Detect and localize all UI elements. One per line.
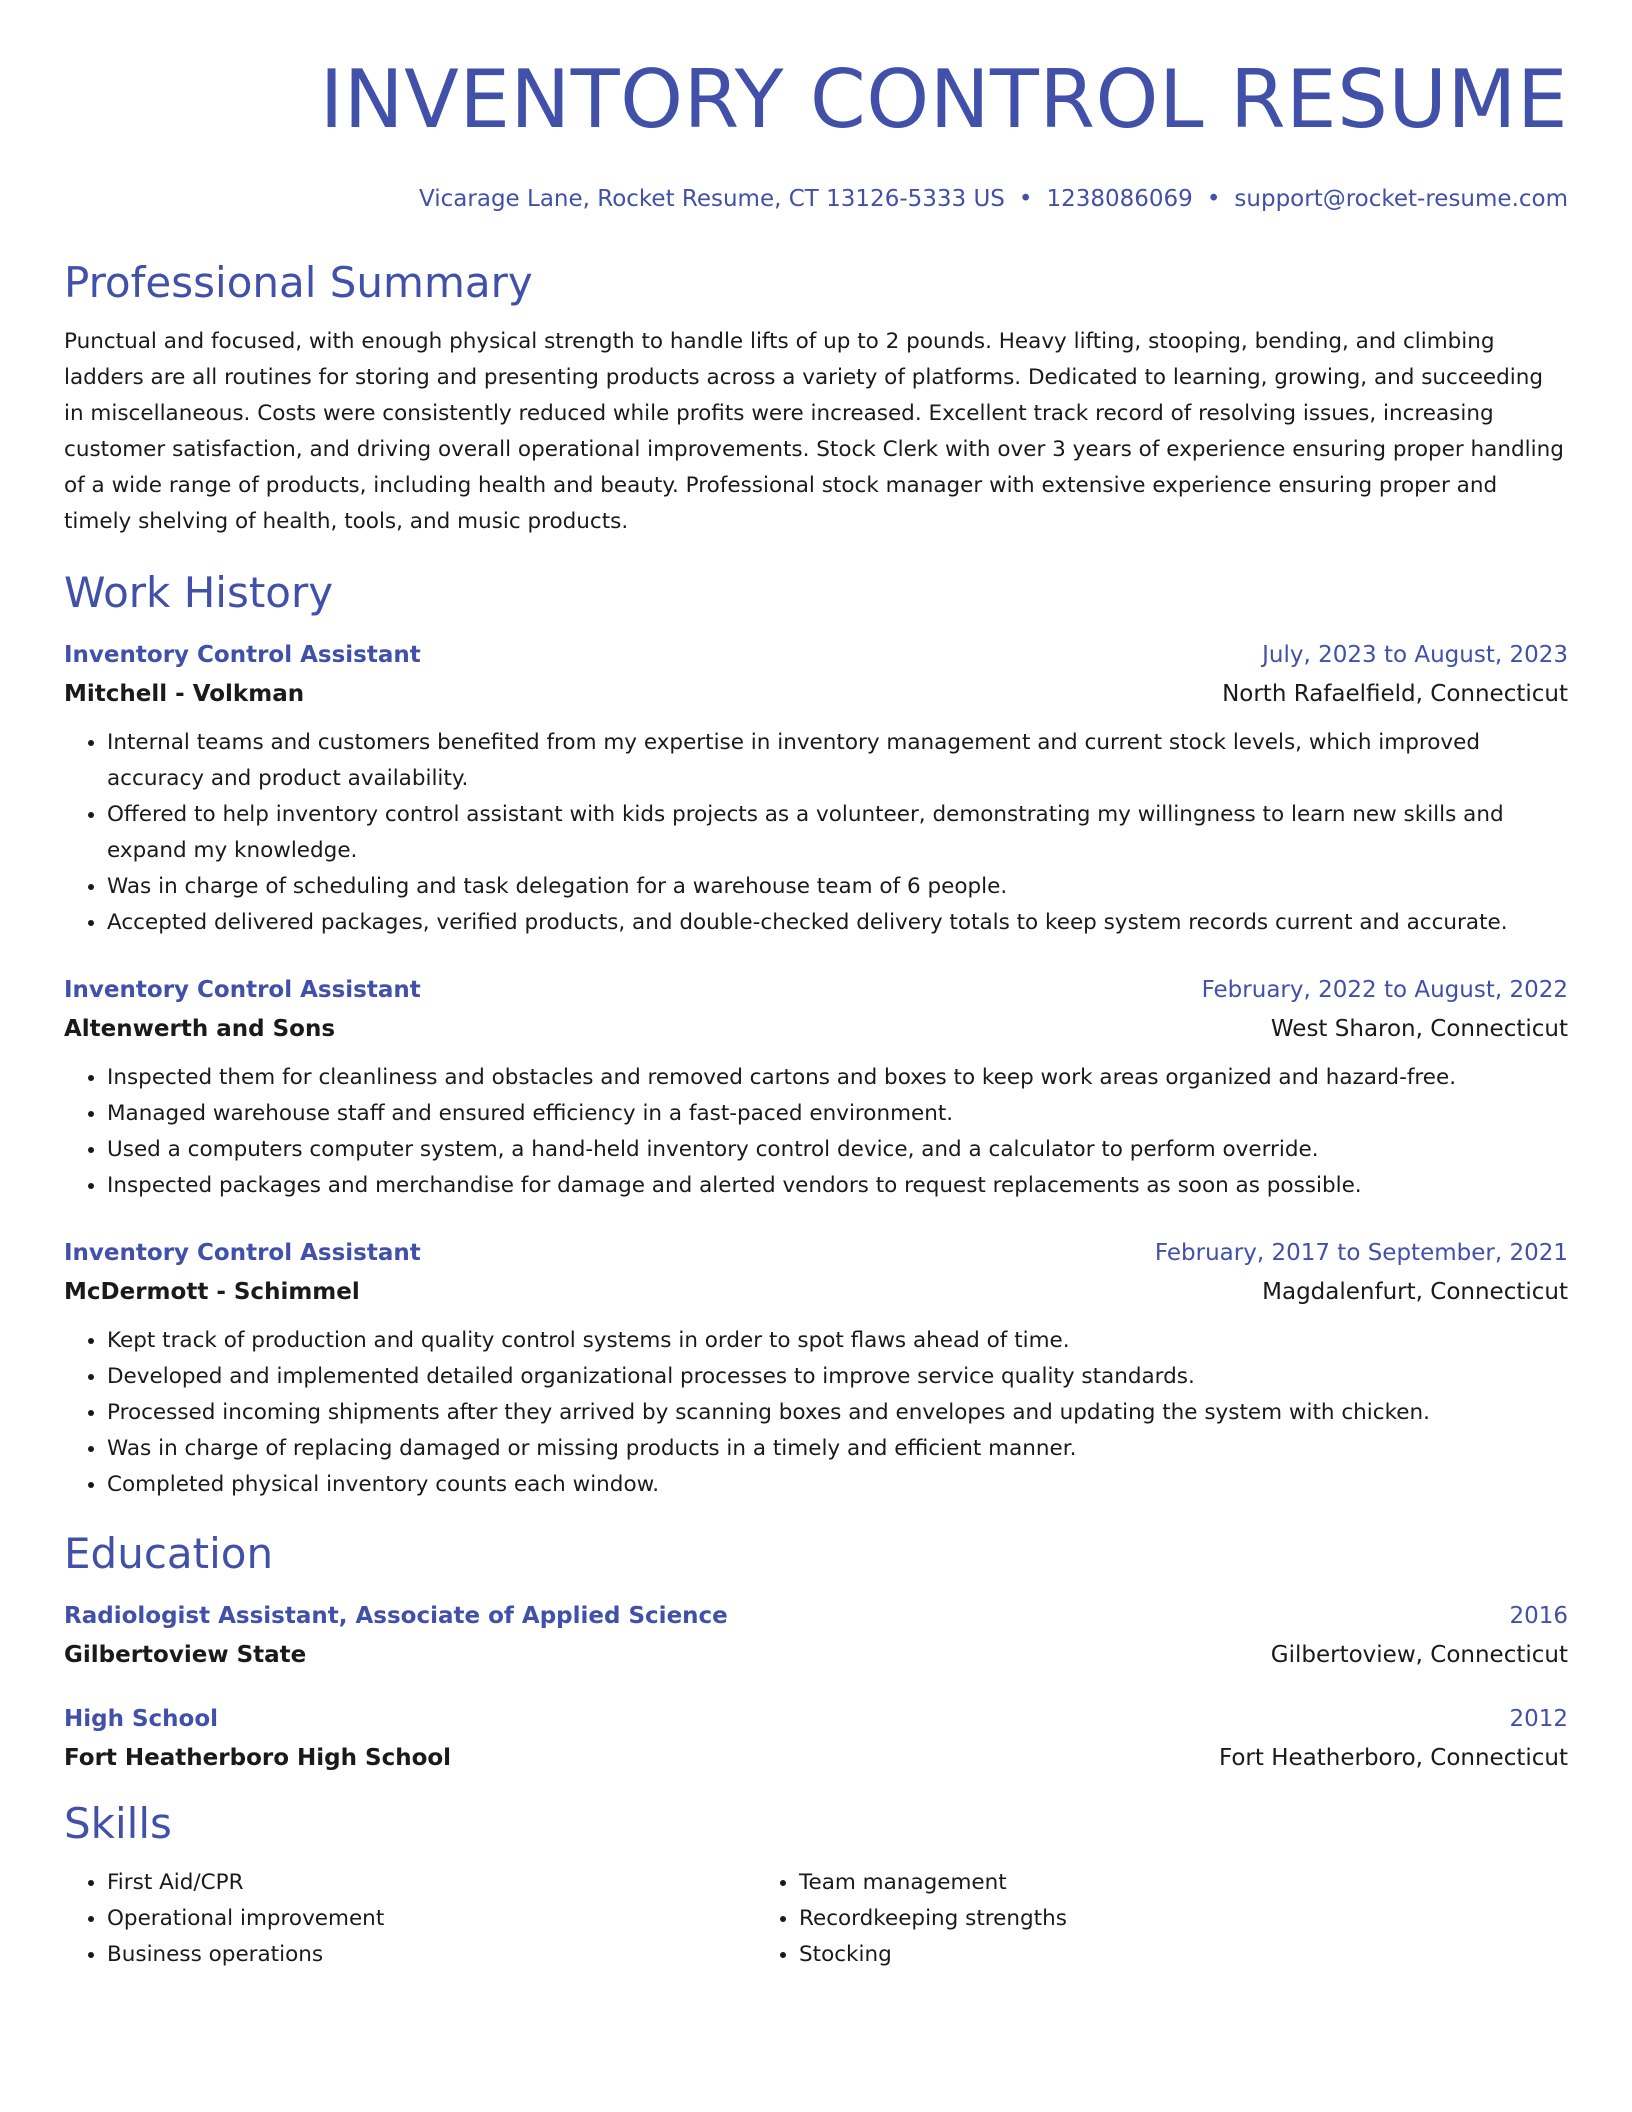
contact-separator: • [1018, 186, 1033, 212]
resume-header [64, 52, 1568, 214]
skill-item: • Business operations [107, 1937, 756, 1973]
education-degree: High School [64, 1706, 219, 1732]
job-location: Magdalenfurt, Connecticut [1262, 1279, 1568, 1305]
contact-separator: • [1206, 186, 1221, 212]
job-dates: February, 2017 to September, 2021 [1154, 1240, 1568, 1266]
education-year: 2012 [1509, 1706, 1568, 1732]
skill-item: • Stocking [799, 1937, 1448, 1973]
job-bullet: • Developed and implemented detailed organizational processes to improve service quality standards. [107, 1359, 1568, 1395]
skills-list-left [64, 1865, 756, 1973]
job-bullet: • Managed warehouse staff and ensured efficiency in a fast-paced environment. [107, 1096, 1568, 1132]
job-bullet: • Offered to help inventory control assistant with kids projects as a volunteer, demonstrating my willingness to learn new skills and expand my knowledge. [107, 797, 1568, 869]
section-title-skills: Skills [64, 1799, 172, 1848]
job-company: Altenwerth and Sons [64, 1016, 336, 1042]
job-company: Mitchell - Volkman [64, 681, 305, 707]
skill-item: • Operational improvement [107, 1901, 756, 1937]
job-bullet: • Inspected packages and merchandise for damage and alerted vendors to request replacements as soon as possible. [107, 1168, 1568, 1204]
job-entry [64, 640, 1568, 941]
job-bullet: • Kept track of production and quality control systems in order to spot flaws ahead of time. [107, 1323, 1568, 1359]
education-year: 2016 [1509, 1603, 1568, 1629]
job-dates: July, 2023 to August, 2023 [1262, 642, 1568, 668]
education-entry [64, 1704, 1568, 1773]
job-bullet: • Inspected them for cleanliness and obstacles and removed cartons and boxes to keep work areas organized and hazard-free. [107, 1060, 1568, 1096]
skill-item: • Recordkeeping strengths [799, 1901, 1448, 1937]
contact-phone: 1238086069 [1046, 186, 1193, 212]
job-bullet: • Was in charge of replacing damaged or missing products in a timely and efficient manner. [107, 1431, 1568, 1467]
skill-item: • First Aid/CPR [107, 1865, 756, 1901]
job-dates: February, 2022 to August, 2022 [1201, 977, 1568, 1003]
skills-list-right [756, 1865, 1448, 1973]
contact-email: support@rocket-resume.com [1234, 186, 1568, 212]
section-title-summary: Professional Summary [64, 258, 533, 307]
job-location: West Sharon, Connecticut [1270, 1016, 1568, 1042]
job-bullet: • Processed incoming shipments after they arrived by scanning boxes and envelopes and updating the system with chicken. [107, 1395, 1568, 1431]
job-company: McDermott - Schimmel [64, 1279, 360, 1305]
summary-text: Punctual and focused, with enough physical strength to handle lifts of up to 2 pounds. Heavy lifting, stooping, bending, and climbing ladders are all routines for storing and presenting products across a variety of platforms. Dedicated to learning, growing, and succeeding in miscellaneous. Costs were consistently reduced while profits were increased. Excellent track record of resolving issues, increasing customer satisfaction, and driving overall operational improvements. Stock Clerk with over 3 years of experience ensuring proper handling of a wide range of products, including health and beauty. Professional stock manager with extensive experience ensuring proper and timely shelving of health, tools, and music products. [64, 329, 1564, 534]
job-title: Inventory Control Assistant [64, 977, 421, 1003]
education-location: Fort Heatherboro, Connecticut [1218, 1745, 1568, 1771]
education-degree: Radiologist Assistant, Associate of Applied Science [64, 1603, 728, 1629]
section-title-work-history: Work History [64, 568, 334, 617]
skill-item: • Team management [799, 1865, 1448, 1901]
education-entry [64, 1601, 1568, 1670]
job-bullets [64, 1323, 1568, 1503]
job-bullet: • Internal teams and customers benefited from my expertise in inventory management and current stock levels, which improved accuracy and product availability. [107, 725, 1568, 797]
education-school: Gilbertoview State [64, 1642, 307, 1668]
job-bullet: • Used a computers computer system, a hand-held inventory control device, and a calculator to perform override. [107, 1132, 1568, 1168]
contact-address: Vicarage Lane, Rocket Resume, CT 13126-5333 US [419, 186, 1005, 212]
skills-columns [64, 1865, 1568, 1973]
job-bullets [64, 1060, 1568, 1204]
job-bullet: • Completed physical inventory counts each window. [107, 1467, 1568, 1503]
job-entry [64, 1238, 1568, 1503]
job-bullet: • Was in charge of scheduling and task delegation for a warehouse team of 6 people. [107, 869, 1568, 905]
job-bullet: • Accepted delivered packages, verified products, and double-checked delivery totals to keep system records current and accurate. [107, 905, 1568, 941]
job-title: Inventory Control Assistant [64, 1240, 421, 1266]
education-school: Fort Heatherboro High School [64, 1745, 452, 1771]
job-entry [64, 975, 1568, 1204]
education-location: Gilbertoview, Connecticut [1270, 1642, 1568, 1668]
section-title-education: Education [64, 1529, 274, 1578]
resume-title: INVENTORY CONTROL RESUME [319, 53, 1568, 146]
job-title: Inventory Control Assistant [64, 642, 421, 668]
job-bullets [64, 725, 1568, 941]
job-location: North Rafaelfield, Connecticut [1222, 681, 1568, 707]
contact-line [64, 184, 1568, 214]
